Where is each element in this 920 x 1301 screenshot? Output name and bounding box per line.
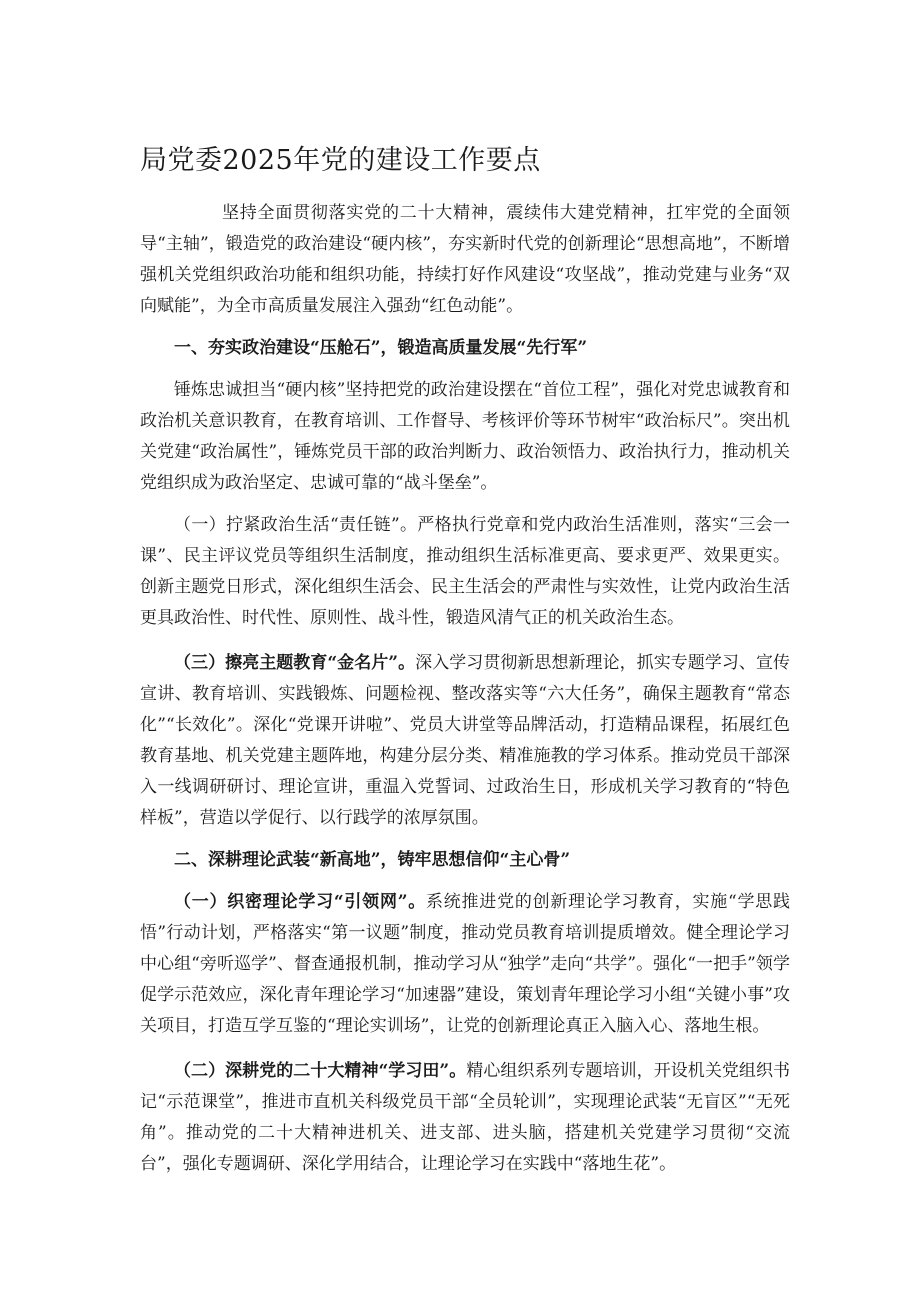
document-title: 局党委2025年党的建设工作要点 bbox=[140, 145, 541, 176]
section1-item3-text: 深入学习贯彻新思想新理论，抓实专题学习、宣传宣讲、教育培训、实践锻炼、问题检视、整改落实等“六大任务”，确保主题教育“常态化”“长效化”。深化“党课开讲啦”、党员大讲堂等品牌活动，打造精品课程，拓展红色教育基地、机关党建主题阵地，构建分层分类、精准施教的学习体系。推动党员干部深入一线调研研讨、理论宣讲，重温入党誓词、过政治生日，形成机关学习教育的“特色样板”，营造以学促行、以行践学的浓厚氛围。 bbox=[140, 653, 790, 828]
intro-paragraph: 坚持全面贯彻落实党的二十大精神，震续伟大建党精神，扛牢党的全面领导“主轴”，锻造党的政治建设“硬内核”，夯实新时代党的创新理论“思想高地”，不断增强机关党组织政治功能和组织功能，持续打好作风建设“攻坚战”，推动党建与业务“双向赋能”，为全市高质量发展注入强劲“红色动能”。 bbox=[140, 203, 790, 316]
section1-item1-lead: （一）拧紧政治生活“责任链”。 bbox=[174, 515, 418, 535]
section2-item2-text: 精心组织系列专题培训，开设机关党组织书记“示范课堂”，推进市直机关科级党员干部“全员轮训”，实现理论武装“无盲区”“无死角”。推动党的二十大精神进机关、进支部、进头脑，搭建机关党建学习贯彻“交流台”，强化专题调研、深化学用结合，让理论学习在实践中“落地生花”。 bbox=[140, 1061, 790, 1174]
section1-item3-paragraph bbox=[140, 648, 790, 834]
section1-item1-paragraph bbox=[140, 510, 790, 634]
section1-item1-text: 严格执行党章和党内政治生活准则，落实“三会一课”、民主评议党员等组织生活制度，推动组织生活标准更高、要求更严、效果更实。创新主题党日形式，深化组织生活会、民主生活会的严肃性与实效性，让党内政治生活更具政治性、时代性、原则性、战斗性，锻造风清气正的机关政治生态。 bbox=[140, 515, 790, 628]
section2-item2-lead: （二）深耕党的二十大精神“学习田”。 bbox=[174, 1061, 467, 1081]
document-body bbox=[140, 198, 790, 1180]
section2-item2-paragraph bbox=[140, 1056, 790, 1180]
section1-paragraph: 锤炼忠诚担当“硬内核”坚持把党的政治建设摆在“首位工程”，强化对党忠诚教育和政治机关意识教育，在教育培训、工作督导、考核评价等环节树牢“政治标尺”。突出机关党建“政治属性”，锤炼党员干部的政治判断力、政治领悟力、政治执行力，推动机关党组织成为政治坚定、忠诚可靠的“战斗堡垒”。 bbox=[140, 380, 790, 493]
section2-item1-lead: （一）织密理论学习“引领网”。 bbox=[174, 892, 427, 912]
section1-item3-lead: （三）擦亮主题教育“金名片”。 bbox=[174, 653, 416, 673]
section1-heading: 一、夯实政治建设“压舱石”，锻造高质量发展“先行军” bbox=[174, 338, 588, 358]
section2-item1-text: 系统推进党的创新理论学习教育，实施“学思践悟”行动计划，严格落实“第一议题”制度，推动党员教育培训提质增效。健全理论学习中心组“旁听巡学”、督查通报机制，推动学习从“独学”走向“共学”。强化“一把手”领学促学示范效应，深化青年理论学习“加速器”建设，策划青年理论学习小组“关键小事”攻关项目，打造互学互鉴的“理论实训场”，让党的创新理论真正入脑入心、落地生根。 bbox=[140, 892, 790, 1036]
section2-item1-paragraph bbox=[140, 887, 790, 1042]
section2-heading: 二、深耕理论武装“新高地”，铸牢思想信仰“主心骨” bbox=[174, 850, 571, 870]
